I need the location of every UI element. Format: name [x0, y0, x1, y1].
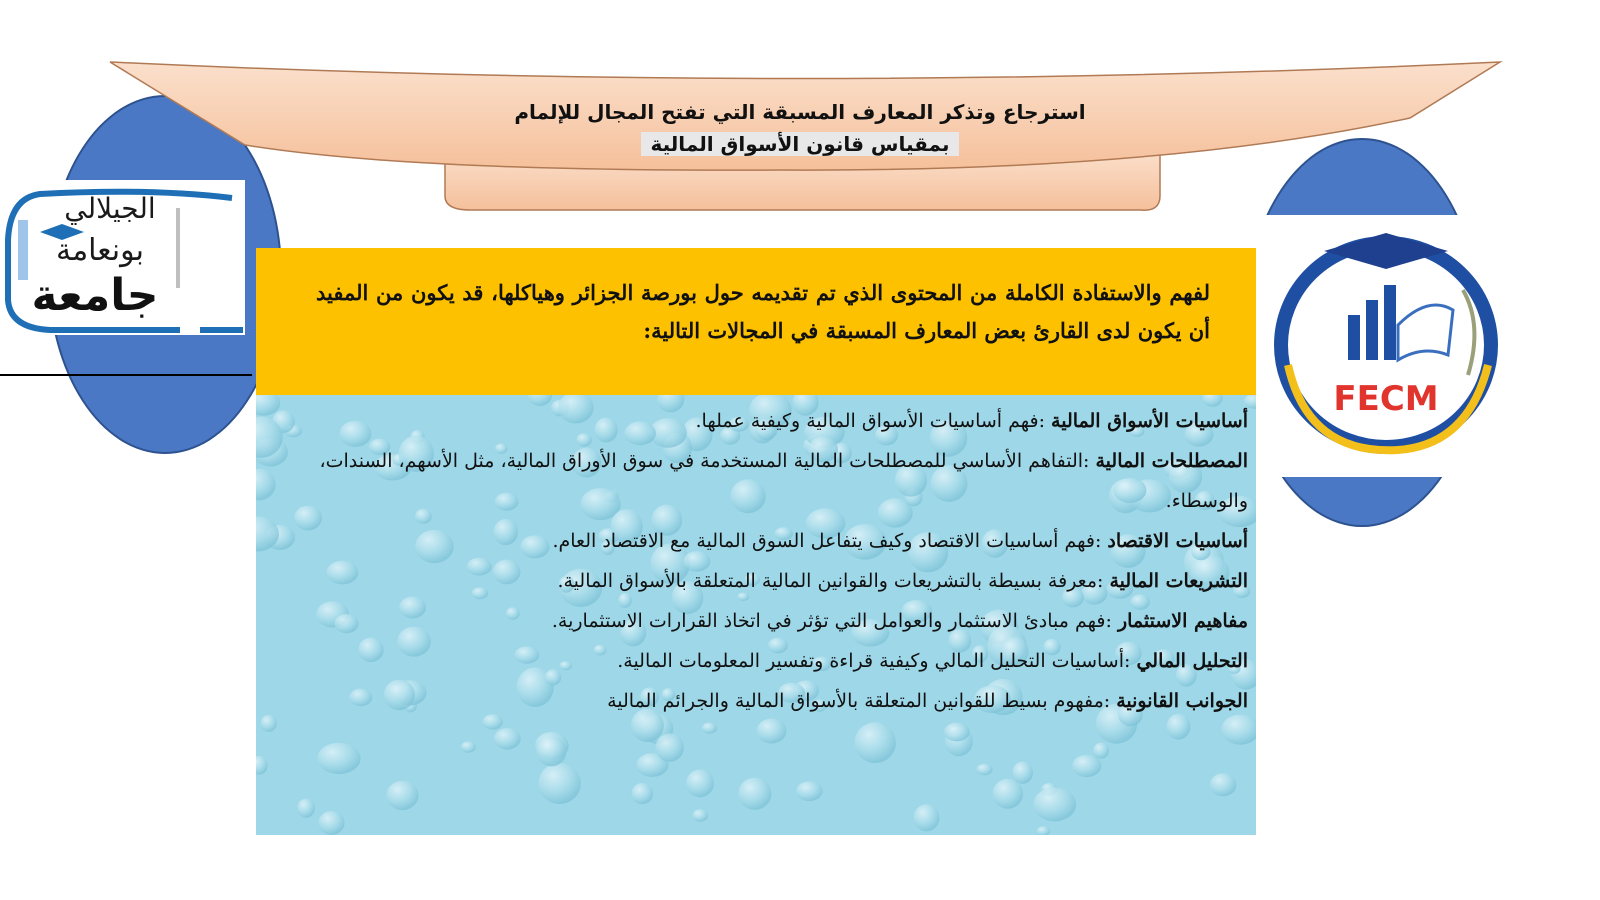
item-description: :مفهوم بسيط للقوانين المتعلقة بالأسواق المالية والجرائم المالية	[607, 690, 1117, 712]
water-drop	[1072, 755, 1101, 777]
list-item	[264, 521, 1248, 561]
water-drop	[536, 736, 566, 766]
water-drop	[914, 804, 940, 831]
item-description: :فهم أساسيات الأسواق المالية وكيفية عملها.	[695, 410, 1052, 432]
water-drop	[1210, 773, 1237, 796]
right-logo-text: FECM	[1333, 379, 1439, 419]
water-drop	[319, 811, 345, 835]
water-drop	[1093, 743, 1109, 759]
left-logo-text-3: جامعة	[31, 270, 159, 321]
item-term: التحليل المالي	[1136, 650, 1248, 672]
page-title-line-1: استرجاع وتذكر المعارف المسبقة التي تفتح المجال للإلمام	[514, 100, 1086, 124]
faculty-logo-right	[1248, 215, 1524, 477]
item-description: :فهم أساسيات الاقتصاد وكيف يتفاعل السوق المالية مع الاقتصاد العام.	[552, 530, 1108, 552]
water-drop	[977, 764, 993, 775]
water-drop	[461, 741, 476, 752]
water-drop	[855, 722, 896, 763]
prerequisites-list	[264, 401, 1248, 721]
page-title-line-2-text: بمقياس قانون الأسواق المالية	[641, 132, 960, 156]
water-drop	[632, 783, 654, 804]
item-description: :أساسيات التحليل المالي وكيفية قراءة وتفسير المعلومات المالية.	[617, 650, 1137, 672]
water-drop	[297, 799, 315, 818]
water-drop	[386, 781, 418, 810]
list-item	[264, 601, 1248, 641]
water-drop	[757, 719, 787, 744]
water-drop	[494, 728, 521, 750]
item-term: التشريعات المالية	[1109, 570, 1248, 592]
water-drop	[993, 779, 1023, 809]
list-item	[264, 401, 1248, 441]
water-drop	[1033, 787, 1076, 821]
water-drop	[1012, 762, 1033, 784]
page-title-line-2	[0, 132, 1600, 156]
water-drop	[738, 778, 771, 810]
intro-paragraph: لفهم والاستفادة الكاملة من المحتوى الذي تم تقديمه حول بورصة الجزائر وهياكلها، قد يكون من المفيد أن يكون لدى القارئ بعض المعارف المسبقة في المجالات التالية:	[316, 280, 1210, 343]
list-item	[264, 641, 1248, 681]
left-logo-text-1: الجيلالي	[64, 192, 156, 225]
item-term: الجوانب القانونية	[1116, 690, 1248, 712]
water-drop	[655, 734, 683, 762]
item-description: :فهم مبادئ الاستثمار والعوامل التي تؤثر في اتخاذ القرارات الاستثمارية.	[551, 610, 1118, 632]
item-term: أساسيات الاقتصاد	[1107, 530, 1248, 552]
water-drop	[692, 809, 708, 821]
water-drop	[317, 743, 360, 774]
intro-panel	[256, 248, 1256, 395]
item-description: :معرفة بسيطة بالتشريعات والقوانين المالية المتعلقة بالأسواق المالية.	[557, 570, 1110, 592]
item-term: مفاهيم الاستثمار	[1117, 610, 1248, 632]
water-drop	[944, 723, 970, 742]
list-item	[264, 441, 1248, 521]
left-logo-text-2: بونعامة	[56, 233, 144, 268]
water-drop	[702, 723, 717, 734]
water-drop	[538, 763, 580, 804]
prerequisites-panel	[256, 395, 1256, 835]
list-item	[264, 561, 1248, 601]
title-ribbon	[0, 0, 1600, 230]
divider-line	[0, 374, 252, 376]
list-item	[264, 681, 1248, 721]
water-drop	[796, 781, 823, 801]
item-term: المصطلحات المالية	[1095, 450, 1248, 472]
item-term: أساسيات الأسواق المالية	[1051, 410, 1248, 432]
item-description: :التفاهم الأساسي للمصطلحات المالية المستخدمة في سوق الأوراق المالية، مثل الأسهم، السندات، والوسطاء.	[319, 450, 1248, 512]
water-drop	[686, 769, 714, 797]
